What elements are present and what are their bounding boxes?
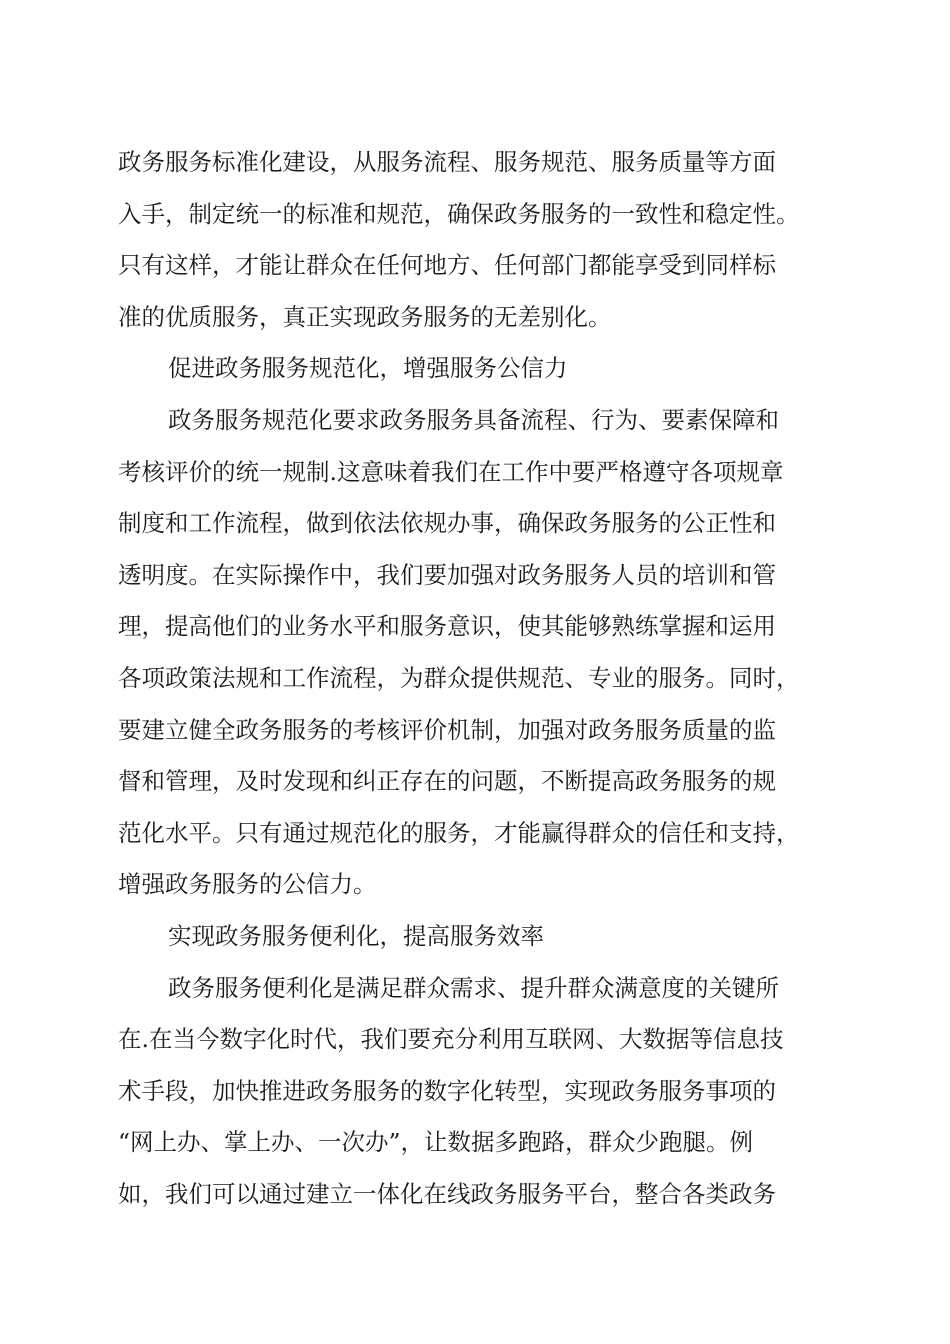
text-line: 准的优质服务，真正实现政务服务的无差别化。 (118, 302, 612, 331)
document-body (118, 137, 830, 1220)
text-line: 政务服务规范化要求政务服务具备流程、行为、要素保障和 (168, 405, 779, 434)
text-line: 范化水平。只有通过规范化的服务，才能赢得群众的信任和支持， (118, 818, 800, 847)
text-line: 政务服务便利化是满足群众需求、提升群众满意度的关键所 (168, 973, 779, 1002)
text-line: 督和管理，及时发现和纠正存在的问题，不断提高政务服务的规 (118, 767, 776, 796)
text-line: 理，提高他们的业务水平和服务意识，使其能够熟练掌握和运用 (118, 612, 776, 641)
section-heading: 实现政务服务便利化，提高服务效率 (168, 921, 544, 950)
text-line: 考核评价的统一规制.这意味着我们在工作中要严格遵守各项规章 (118, 457, 784, 486)
text-line: 如，我们可以通过建立一体化在线政务服务平台，整合各类政务 (118, 1179, 776, 1208)
text-line: 只有这样，才能让群众在任何地方、任何部门都能享受到同样标 (118, 251, 776, 280)
section-heading: 促进政务服务规范化，增强服务公信力 (168, 354, 568, 383)
text-line: 增强政务服务的公信力。 (118, 870, 377, 899)
text-line: 入手，制定统一的标准和规范，确保政务服务的一致性和稳定性。 (118, 199, 800, 228)
text-line: 透明度。在实际操作中，我们要加强对政务服务人员的培训和管 (118, 560, 776, 589)
text-line: 要建立健全政务服务的考核评价机制，加强对政务服务质量的监 (118, 715, 776, 744)
text-line: “网上办、掌上办、一次办”，让数据多跑路，群众少跑腿。例 (118, 1128, 754, 1157)
text-line: 术手段，加快推进政务服务的数字化转型，实现政务服务事项的 (118, 1076, 776, 1105)
text-line: 政务服务标准化建设，从服务流程、服务规范、服务质量等方面 (118, 148, 776, 176)
text-line: 制度和工作流程，做到依法依规办事，确保政务服务的公正性和 (118, 509, 776, 538)
text-line: 各项政策法规和工作流程，为群众提供规范、专业的服务。同时， (118, 663, 800, 692)
text-line: 在.在当今数字化时代，我们要充分利用互联网、大数据等信息技 (118, 1025, 784, 1054)
